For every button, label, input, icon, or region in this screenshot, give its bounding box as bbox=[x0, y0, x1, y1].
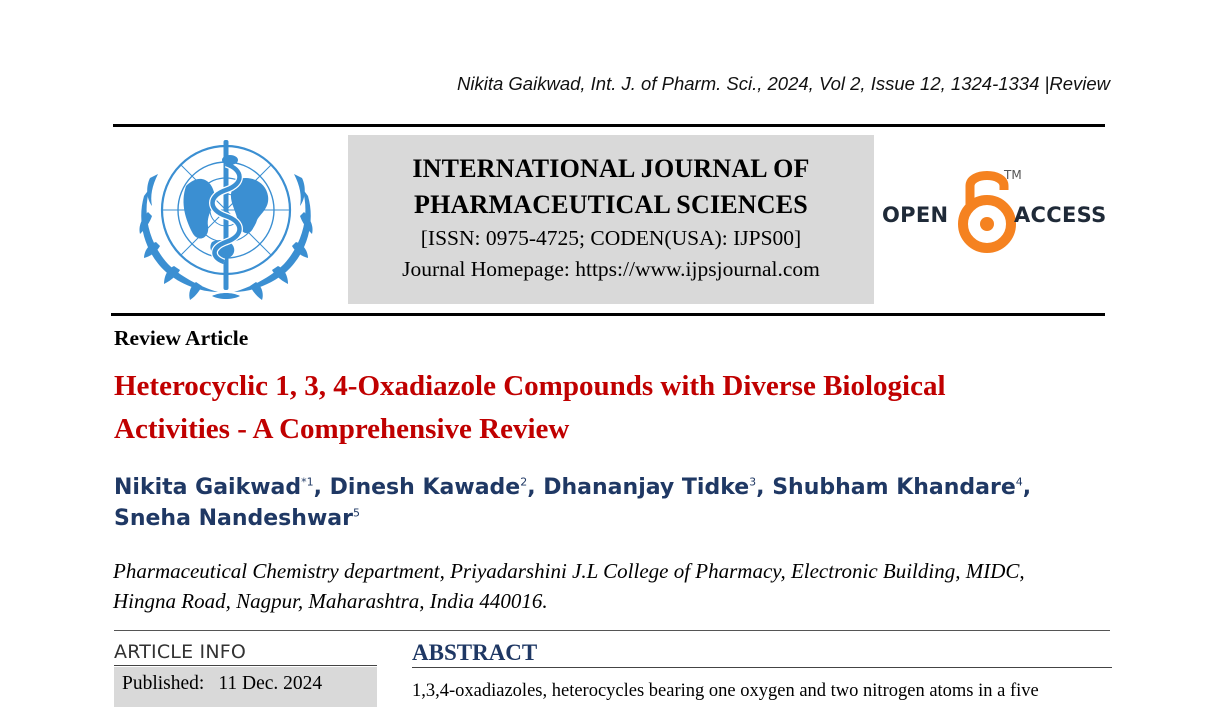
journal-name-line1: INTERNATIONAL JOURNAL OF bbox=[412, 154, 810, 183]
author-separator: , bbox=[1022, 475, 1032, 500]
abstract-rule bbox=[412, 667, 1112, 668]
author-separator: , bbox=[756, 475, 773, 500]
author-mark: 3 bbox=[749, 475, 757, 489]
journal-name-line2: PHARMACEUTICAL SCIENCES bbox=[414, 190, 808, 219]
author-name[interactable]: Dinesh Kawade bbox=[329, 475, 521, 500]
author-mark: 4 bbox=[1015, 475, 1023, 489]
author-separator: , bbox=[527, 475, 544, 500]
article-title bbox=[114, 365, 1114, 451]
article-type: Review Article bbox=[114, 326, 249, 350]
running-header: Nikita Gaikwad, Int. J. of Pharm. Sci., 2024, Vol 2, Issue 12, 1324-1334 |Review bbox=[457, 73, 1110, 94]
affiliation-line-2: Hingna Road, Nagpur, Maharashtra, India 440016. bbox=[113, 589, 548, 613]
author-mark: 5 bbox=[352, 506, 360, 520]
header-bottom-rule bbox=[111, 313, 1105, 316]
journal-masthead-box bbox=[348, 135, 874, 304]
open-access-logo bbox=[880, 164, 1110, 258]
article-info-heading: ARTICLE INFO bbox=[114, 641, 247, 663]
header-top-rule bbox=[113, 124, 1105, 127]
journal-homepage[interactable]: Journal Homepage: https://www.ijpsjournal.com bbox=[402, 257, 820, 281]
author-name[interactable]: Dhananjay Tidke bbox=[543, 475, 750, 500]
access-word: ACCESS bbox=[1014, 203, 1107, 227]
abstract-heading: ABSTRACT bbox=[412, 640, 538, 665]
affiliation-line-1: Pharmaceutical Chemistry department, Priyadarshini J.L College of Pharmacy, Electronic Building, MIDC, bbox=[113, 559, 1025, 583]
journal-issn: [ISSN: 0975-4725; CODEN(USA): IJPS00] bbox=[420, 226, 802, 250]
article-info-rule bbox=[114, 665, 377, 666]
title-line-2: Activities - A Comprehensive Review bbox=[114, 413, 570, 445]
author-mark: *1 bbox=[301, 475, 314, 489]
section-divider bbox=[114, 630, 1110, 631]
author-name[interactable]: Sneha Nandeshwar bbox=[114, 506, 353, 531]
open-word: OPEN bbox=[882, 203, 949, 227]
published-date: 11 Dec. 2024 bbox=[218, 673, 323, 694]
author-list bbox=[114, 472, 1114, 534]
author-name[interactable]: Shubham Khandare bbox=[772, 475, 1016, 500]
author-name[interactable]: Nikita Gaikwad bbox=[114, 475, 302, 500]
published-label: Published: bbox=[122, 673, 205, 694]
title-line-1: Heterocyclic 1, 3, 4-Oxadiazole Compounds with Diverse Biological bbox=[114, 370, 946, 402]
abstract-text: 1,3,4-oxadiazoles, heterocycles bearing one oxygen and two nitrogen atoms in a five bbox=[412, 681, 1039, 701]
trademark-mark: TM bbox=[1004, 168, 1022, 182]
affiliation bbox=[113, 556, 1113, 616]
author-mark: 2 bbox=[520, 475, 528, 489]
author-separator: , bbox=[313, 475, 330, 500]
who-emblem-logo bbox=[128, 134, 324, 306]
published-row bbox=[122, 673, 322, 695]
